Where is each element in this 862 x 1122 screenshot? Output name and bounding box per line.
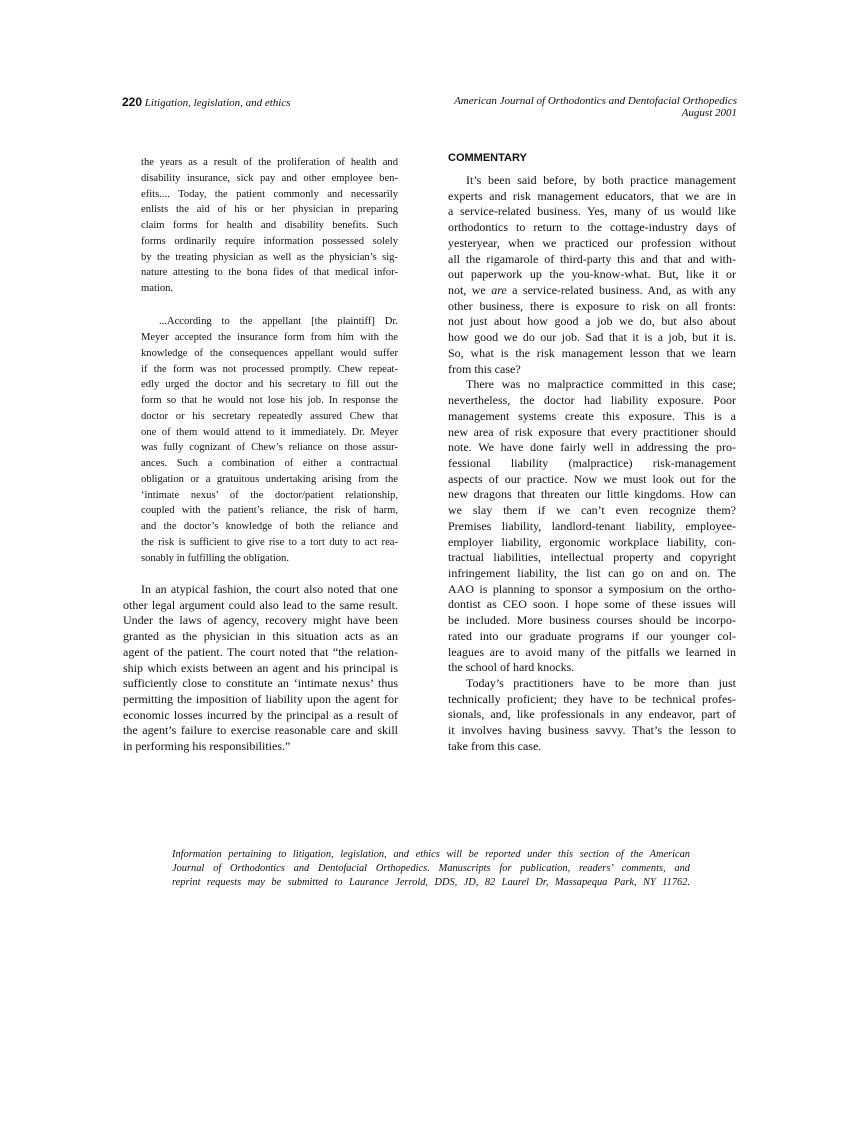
text-line: dontist as CEO soon. I hope some of these issues will xyxy=(448,597,736,612)
text-line: be included. More business courses should be incorpo- xyxy=(448,613,736,628)
text-line: and the doctor’s knowledge of both the reliance and xyxy=(141,521,398,532)
text-line: economic losses incurred by the principal as a result of xyxy=(123,707,398,722)
text-line: nevertheless, the doctor had liability exposure. Poor xyxy=(448,393,736,408)
text-line: aspects of our practice. Now we must look out for the xyxy=(448,471,736,486)
text-line: new area of risk exposure that every practitioner should xyxy=(448,424,736,439)
text-line: ances. Such a combination of either a contractual xyxy=(141,458,398,469)
text-line: claim forms for health and disability benefits. Such xyxy=(141,220,398,231)
text-line: if the form was not processed promptly. Chew repeat- xyxy=(141,363,398,375)
text-line: granted as the physician in this situation acts as an xyxy=(123,629,398,644)
text-line: form so that he would not lose his job. In response the xyxy=(141,395,398,406)
emphasis-text: are xyxy=(491,283,507,298)
text-line: leagues are to avoid many of the pitfalls we learned in xyxy=(448,644,736,659)
text-line: how good we do our job. Sad that it is a job, but it is. xyxy=(448,330,736,345)
text-line: In an atypical fashion, the court also noted that one xyxy=(141,582,398,596)
text-line: Under the laws of agency, recovery might have been xyxy=(123,613,398,628)
text-line: note. We have done fairly well in addressing the pro- xyxy=(448,440,736,455)
text-line: Today’s practitioners have to be more than just xyxy=(466,676,736,691)
text-line: doctor or his secretary repeatedly assured Chew that xyxy=(141,410,398,422)
journal-title: American Journal of Orthodontics and Dentofacial Orthopedics xyxy=(454,95,737,107)
text-line: the school of hard knocks. xyxy=(448,660,575,675)
text-line: nature attesting to the bona fides of that medical infor- xyxy=(141,267,398,279)
text-line: it involves having business savvy. That’s the lesson to xyxy=(448,723,736,738)
text-line: enlists the aid of his or her physician in preparing xyxy=(141,204,398,216)
text-line: all the rigamarole of third-party this and that and with- xyxy=(448,251,736,266)
text-line: Meyer accepted the insurance form from him with the xyxy=(141,332,398,343)
text-line: sionals, and, like professionals in any endeavor, part of xyxy=(448,707,736,722)
section-title: Litigation, legislation, and ethics xyxy=(144,97,291,109)
text-line: employer liability, ergonomic workplace liability, con- xyxy=(448,534,736,549)
text-line: agent of the patient. The court noted that “the relation- xyxy=(123,644,398,659)
text-line: tractual liabilities, intellectual property and copyright xyxy=(448,550,736,565)
commentary-heading: COMMENTARY xyxy=(448,152,527,164)
text-line xyxy=(448,283,736,298)
running-header-right xyxy=(454,95,737,119)
text-line: ‘intimate nexus’ of the doctor/patient relationship, xyxy=(141,489,398,501)
text-line: yesteryear, when we practiced our profession without xyxy=(448,235,736,250)
text-line: Premises liability, landlord-tenant liability, employee- xyxy=(448,518,736,533)
text-line: one of them would attend to it immediately. Dr. Meyer xyxy=(141,426,398,438)
text-line: out paperwork up the you-know-what. But, like it or xyxy=(448,267,736,282)
text-line: not just about how good a job we do, but also about xyxy=(448,314,736,329)
text-segment: a service-related business. And, as with any xyxy=(506,283,737,298)
text-line: by the treating physician as well as the physician’s sig- xyxy=(141,251,398,263)
text-line: It’s been said before, by both practice management xyxy=(466,173,736,187)
text-line: coupled with the patient’s reliance, the risk of harm, xyxy=(141,505,398,517)
text-line: infringement liability, the list can go on and on. The xyxy=(448,566,736,580)
text-line: mation. xyxy=(141,283,174,294)
text-line: efits.... Today, the patient commonly and necessarily xyxy=(141,188,398,200)
text-line: the agent’s failure to exercise reasonable care and skill xyxy=(123,723,398,738)
text-line: management systems create this exposure. This is a xyxy=(448,408,736,423)
text-line: edly urged the doctor and his secretary to fill out the xyxy=(141,379,398,391)
text-line: orthodontics to return to the cottage-industry days of xyxy=(448,220,736,235)
text-line: technically proficient; they have to be technical profes- xyxy=(448,691,736,706)
text-line: new dragons that threaten our little kingdoms. How can xyxy=(448,487,736,502)
text-line: experts and risk management educators, that we are in xyxy=(448,188,736,203)
text-line: disability insurance, sick pay and other employee ben- xyxy=(141,172,398,184)
text-line: obligation or a gratuitous undertaking arising from the xyxy=(141,473,398,485)
text-line: take from this case. xyxy=(448,738,542,753)
text-line: rated into our graduate programs if our younger col- xyxy=(448,628,736,643)
text-segment: not, we xyxy=(448,283,492,298)
footnote-line: Journal of Orthodontics and Dentofacial Orthopedics. Manuscripts for publication, readers’ comments, and xyxy=(172,863,690,874)
text-line: in performing his responsibilities.” xyxy=(123,739,291,753)
text-line: fessional liability (malpractice) risk-management xyxy=(448,455,736,470)
issue-date: August 2001 xyxy=(681,107,737,119)
text-line: was fully cognizant of Chew’s reliance on those assur- xyxy=(141,442,398,454)
page-number: 220 xyxy=(122,95,143,109)
text-line: other business, there is exposure to risk on all fronts: xyxy=(448,298,736,313)
text-line: So, what is the risk management lesson that we learn xyxy=(448,345,736,360)
footnote-line: reprint requests may be submitted to Laurance Jerrold, DDS, JD, 82 Laurel Dr, Massapequa Park, NY 11762. xyxy=(172,877,690,888)
text-line: sufficiently close to constitute an ‘intimate nexus’ thus xyxy=(123,676,398,691)
text-line: we slay them if we can’t even recognize them? xyxy=(448,503,736,518)
text-line: ship which exists between an agent and his principal is xyxy=(123,660,398,675)
text-line: knowledge of the consequences appellant would suffer xyxy=(141,347,398,359)
text-line: ...According to the appellant [the plaintiff] Dr. xyxy=(159,316,398,328)
text-line: sonably in fulfilling the obligation. xyxy=(141,552,290,564)
text-line: the risk is sufficient to give rise to a tort duty to act rea- xyxy=(141,536,398,548)
text-line: There was no malpractice committed in this case; xyxy=(466,377,736,392)
text-line: permitting the imposition of liability upon the agent for xyxy=(123,691,398,706)
text-line: the years as a result of the proliferation of health and xyxy=(141,157,398,168)
text-line: other legal argument could also lead to the same result. xyxy=(123,597,398,612)
text-line: a service-related business. Yes, many of us would like xyxy=(448,204,736,219)
text-line: from this case? xyxy=(448,361,521,376)
text-line: forms ordinarily require information possessed solely xyxy=(141,235,398,247)
footnote-line: Information pertaining to litigation, legislation, and ethics will be reported under this section of the American xyxy=(172,849,690,860)
text-line: AAO is planning to sponsor a symposium on the ortho- xyxy=(448,581,736,596)
running-header-left xyxy=(122,95,291,109)
